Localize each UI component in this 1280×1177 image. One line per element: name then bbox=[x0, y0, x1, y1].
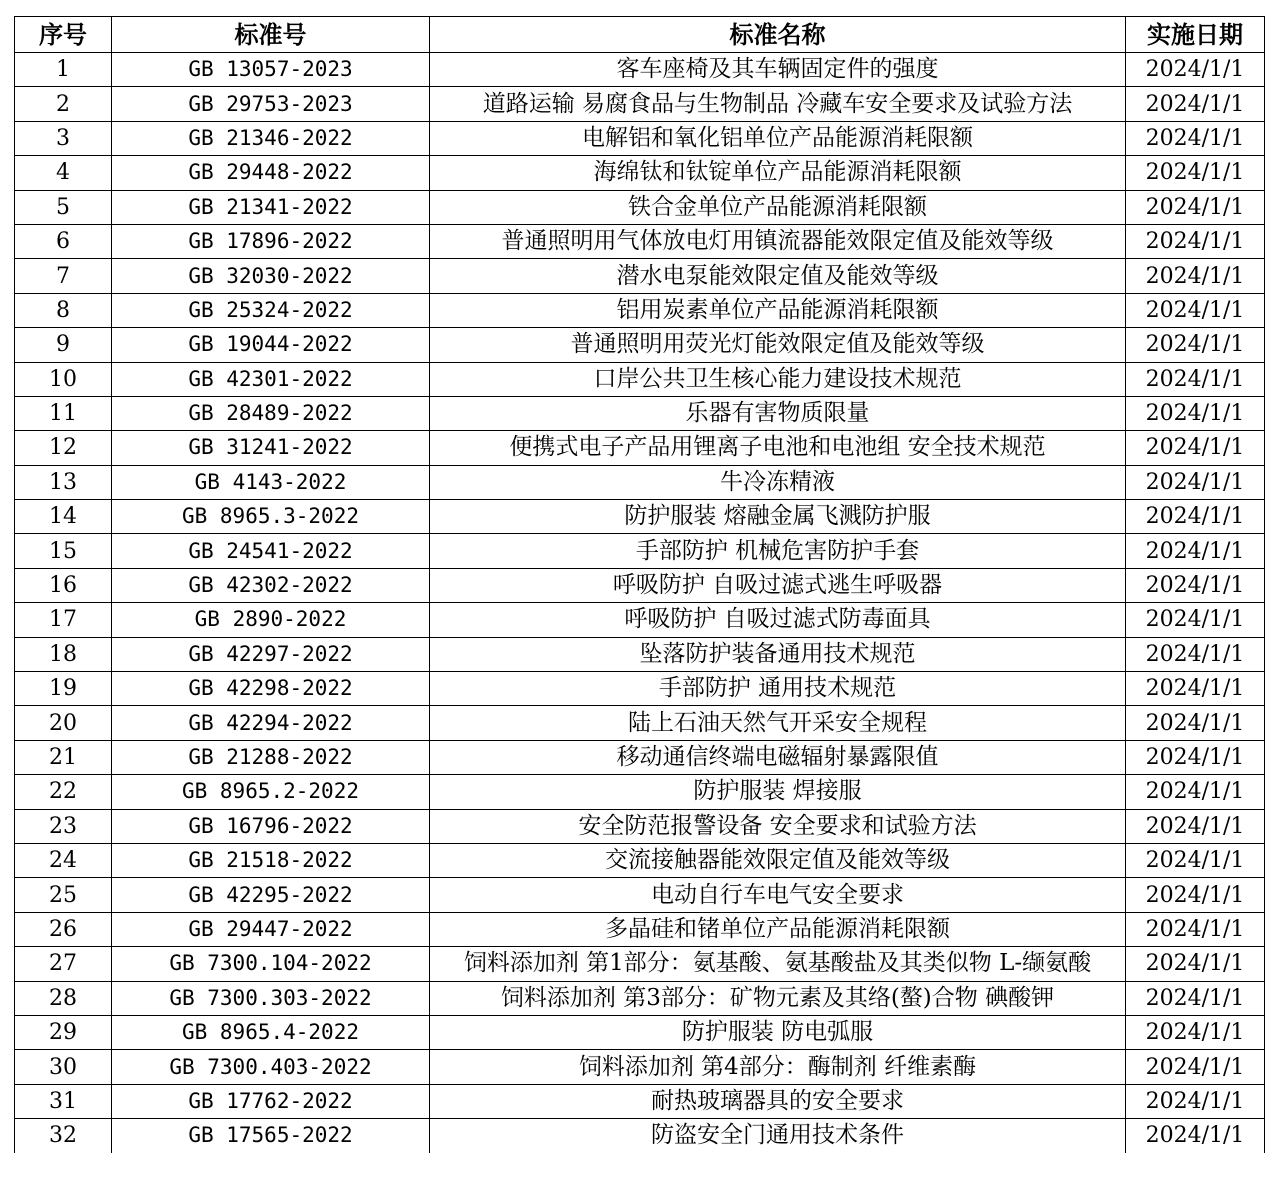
cell-standard-code: GB 42302-2022 bbox=[112, 568, 430, 602]
cell-standard-code: GB 29753-2023 bbox=[112, 87, 430, 121]
table-row bbox=[15, 293, 1265, 327]
cell-standard-code: GB 2890-2022 bbox=[112, 603, 430, 637]
table-row bbox=[15, 1050, 1265, 1084]
table-row bbox=[15, 878, 1265, 912]
cell-standard-name: 道路运输 易腐食品与生物制品 冷藏车安全要求及试验方法 bbox=[430, 87, 1126, 121]
table-row bbox=[15, 1119, 1265, 1153]
cell-effective-date: 2024/1/1 bbox=[1126, 775, 1265, 809]
cell-serial-no: 11 bbox=[15, 396, 112, 430]
cell-effective-date: 2024/1/1 bbox=[1126, 1119, 1265, 1153]
cell-standard-name: 普通照明用气体放电灯用镇流器能效限定值及能效等级 bbox=[430, 224, 1126, 258]
cell-standard-name: 耐热玻璃器具的安全要求 bbox=[430, 1084, 1126, 1118]
cell-standard-code: GB 8965.3-2022 bbox=[112, 500, 430, 534]
cell-serial-no: 29 bbox=[15, 1015, 112, 1049]
cell-serial-no: 2 bbox=[15, 87, 112, 121]
cell-standard-name: 乐器有害物质限量 bbox=[430, 396, 1126, 430]
cell-standard-code: GB 21346-2022 bbox=[112, 121, 430, 155]
cell-effective-date: 2024/1/1 bbox=[1126, 465, 1265, 499]
cell-serial-no: 20 bbox=[15, 706, 112, 740]
cell-standard-code: GB 21518-2022 bbox=[112, 843, 430, 877]
cell-standard-code: GB 17762-2022 bbox=[112, 1084, 430, 1118]
cell-effective-date: 2024/1/1 bbox=[1126, 1015, 1265, 1049]
table-row bbox=[15, 603, 1265, 637]
cell-effective-date: 2024/1/1 bbox=[1126, 1084, 1265, 1118]
cell-standard-name: 手部防护 通用技术规范 bbox=[430, 672, 1126, 706]
table-row bbox=[15, 637, 1265, 671]
table-row bbox=[15, 809, 1265, 843]
cell-serial-no: 4 bbox=[15, 156, 112, 190]
table-row bbox=[15, 465, 1265, 499]
table-row bbox=[15, 672, 1265, 706]
cell-standard-name: 铝用炭素单位产品能源消耗限额 bbox=[430, 293, 1126, 327]
cell-serial-no: 14 bbox=[15, 500, 112, 534]
cell-standard-name: 普通照明用荧光灯能效限定值及能效等级 bbox=[430, 328, 1126, 362]
cell-effective-date: 2024/1/1 bbox=[1126, 362, 1265, 396]
cell-standard-code: GB 8965.2-2022 bbox=[112, 775, 430, 809]
cell-serial-no: 23 bbox=[15, 809, 112, 843]
cell-standard-code: GB 24541-2022 bbox=[112, 534, 430, 568]
cell-effective-date: 2024/1/1 bbox=[1126, 843, 1265, 877]
cell-standard-name: 铁合金单位产品能源消耗限额 bbox=[430, 190, 1126, 224]
cell-effective-date: 2024/1/1 bbox=[1126, 87, 1265, 121]
table-row bbox=[15, 568, 1265, 602]
cell-standard-name: 海绵钛和钛锭单位产品能源消耗限额 bbox=[430, 156, 1126, 190]
cell-serial-no: 8 bbox=[15, 293, 112, 327]
cell-standard-name: 饲料添加剂 第4部分：酶制剂 纤维素酶 bbox=[430, 1050, 1126, 1084]
header-effective-date: 实施日期 bbox=[1126, 17, 1265, 53]
cell-standard-code: GB 42294-2022 bbox=[112, 706, 430, 740]
table-row bbox=[15, 947, 1265, 981]
cell-serial-no: 27 bbox=[15, 947, 112, 981]
table-row bbox=[15, 500, 1265, 534]
cell-effective-date: 2024/1/1 bbox=[1126, 53, 1265, 87]
cell-serial-no: 31 bbox=[15, 1084, 112, 1118]
cell-standard-name: 呼吸防护 自吸过滤式逃生呼吸器 bbox=[430, 568, 1126, 602]
cell-standard-name: 电动自行车电气安全要求 bbox=[430, 878, 1126, 912]
header-row bbox=[15, 17, 1265, 53]
header-standard-name: 标准名称 bbox=[430, 17, 1126, 53]
cell-effective-date: 2024/1/1 bbox=[1126, 534, 1265, 568]
cell-effective-date: 2024/1/1 bbox=[1126, 1050, 1265, 1084]
table-row bbox=[15, 224, 1265, 258]
cell-effective-date: 2024/1/1 bbox=[1126, 706, 1265, 740]
cell-serial-no: 16 bbox=[15, 568, 112, 602]
cell-standard-code: GB 42297-2022 bbox=[112, 637, 430, 671]
table-row bbox=[15, 190, 1265, 224]
cell-standard-code: GB 29447-2022 bbox=[112, 912, 430, 946]
standards-table bbox=[14, 16, 1265, 1153]
cell-standard-code: GB 7300.104-2022 bbox=[112, 947, 430, 981]
cell-standard-name: 交流接触器能效限定值及能效等级 bbox=[430, 843, 1126, 877]
cell-standard-name: 防护服装 熔融金属飞溅防护服 bbox=[430, 500, 1126, 534]
cell-standard-name: 多晶硅和锗单位产品能源消耗限额 bbox=[430, 912, 1126, 946]
cell-standard-name: 潜水电泵能效限定值及能效等级 bbox=[430, 259, 1126, 293]
cell-serial-no: 10 bbox=[15, 362, 112, 396]
cell-standard-code: GB 8965.4-2022 bbox=[112, 1015, 430, 1049]
cell-serial-no: 13 bbox=[15, 465, 112, 499]
cell-standard-name: 呼吸防护 自吸过滤式防毒面具 bbox=[430, 603, 1126, 637]
table-row bbox=[15, 396, 1265, 430]
cell-serial-no: 21 bbox=[15, 740, 112, 774]
cell-serial-no: 15 bbox=[15, 534, 112, 568]
table-row bbox=[15, 362, 1265, 396]
cell-standard-code: GB 21341-2022 bbox=[112, 190, 430, 224]
table-row bbox=[15, 53, 1265, 87]
cell-standard-name: 便携式电子产品用锂离子电池和电池组 安全技术规范 bbox=[430, 431, 1126, 465]
cell-effective-date: 2024/1/1 bbox=[1126, 224, 1265, 258]
cell-effective-date: 2024/1/1 bbox=[1126, 328, 1265, 362]
cell-effective-date: 2024/1/1 bbox=[1126, 156, 1265, 190]
table-row bbox=[15, 156, 1265, 190]
cell-effective-date: 2024/1/1 bbox=[1126, 878, 1265, 912]
cell-standard-code: GB 42295-2022 bbox=[112, 878, 430, 912]
cell-serial-no: 12 bbox=[15, 431, 112, 465]
cell-serial-no: 19 bbox=[15, 672, 112, 706]
cell-standard-code: GB 42298-2022 bbox=[112, 672, 430, 706]
cell-effective-date: 2024/1/1 bbox=[1126, 396, 1265, 430]
cell-standard-code: GB 31241-2022 bbox=[112, 431, 430, 465]
table-row bbox=[15, 775, 1265, 809]
cell-effective-date: 2024/1/1 bbox=[1126, 431, 1265, 465]
cell-effective-date: 2024/1/1 bbox=[1126, 293, 1265, 327]
cell-standard-name: 坠落防护装备通用技术规范 bbox=[430, 637, 1126, 671]
cell-serial-no: 3 bbox=[15, 121, 112, 155]
cell-standard-code: GB 7300.303-2022 bbox=[112, 981, 430, 1015]
table-row bbox=[15, 259, 1265, 293]
cell-effective-date: 2024/1/1 bbox=[1126, 637, 1265, 671]
cell-effective-date: 2024/1/1 bbox=[1126, 947, 1265, 981]
cell-serial-no: 32 bbox=[15, 1119, 112, 1153]
cell-effective-date: 2024/1/1 bbox=[1126, 568, 1265, 602]
cell-serial-no: 24 bbox=[15, 843, 112, 877]
cell-standard-name: 客车座椅及其车辆固定件的强度 bbox=[430, 53, 1126, 87]
cell-standard-name: 防护服装 防电弧服 bbox=[430, 1015, 1126, 1049]
cell-serial-no: 25 bbox=[15, 878, 112, 912]
cell-serial-no: 7 bbox=[15, 259, 112, 293]
table-row bbox=[15, 1015, 1265, 1049]
cell-standard-name: 移动通信终端电磁辐射暴露限值 bbox=[430, 740, 1126, 774]
cell-standard-name: 饲料添加剂 第3部分：矿物元素及其络(螯)合物 碘酸钾 bbox=[430, 981, 1126, 1015]
cell-standard-name: 防护服装 焊接服 bbox=[430, 775, 1126, 809]
cell-standard-code: GB 19044-2022 bbox=[112, 328, 430, 362]
cell-standard-code: GB 21288-2022 bbox=[112, 740, 430, 774]
cell-standard-code: GB 25324-2022 bbox=[112, 293, 430, 327]
cell-standard-code: GB 13057-2023 bbox=[112, 53, 430, 87]
cell-serial-no: 17 bbox=[15, 603, 112, 637]
cell-standard-code: GB 42301-2022 bbox=[112, 362, 430, 396]
table-row bbox=[15, 1084, 1265, 1118]
cell-standard-code: GB 28489-2022 bbox=[112, 396, 430, 430]
cell-effective-date: 2024/1/1 bbox=[1126, 121, 1265, 155]
table-row bbox=[15, 431, 1265, 465]
cell-standard-name: 口岸公共卫生核心能力建设技术规范 bbox=[430, 362, 1126, 396]
header-standard-code: 标准号 bbox=[112, 17, 430, 53]
cell-serial-no: 30 bbox=[15, 1050, 112, 1084]
cell-serial-no: 22 bbox=[15, 775, 112, 809]
cell-effective-date: 2024/1/1 bbox=[1126, 672, 1265, 706]
cell-standard-code: GB 16796-2022 bbox=[112, 809, 430, 843]
table-row bbox=[15, 706, 1265, 740]
cell-effective-date: 2024/1/1 bbox=[1126, 500, 1265, 534]
cell-serial-no: 6 bbox=[15, 224, 112, 258]
cell-serial-no: 26 bbox=[15, 912, 112, 946]
cell-effective-date: 2024/1/1 bbox=[1126, 190, 1265, 224]
cell-effective-date: 2024/1/1 bbox=[1126, 603, 1265, 637]
table-row bbox=[15, 87, 1265, 121]
cell-serial-no: 18 bbox=[15, 637, 112, 671]
cell-standard-name: 饲料添加剂 第1部分：氨基酸、氨基酸盐及其类似物 L-缬氨酸 bbox=[430, 947, 1126, 981]
table-row bbox=[15, 121, 1265, 155]
cell-serial-no: 5 bbox=[15, 190, 112, 224]
cell-effective-date: 2024/1/1 bbox=[1126, 740, 1265, 774]
table-row bbox=[15, 981, 1265, 1015]
cell-standard-name: 陆上石油天然气开采安全规程 bbox=[430, 706, 1126, 740]
table-row bbox=[15, 534, 1265, 568]
cell-effective-date: 2024/1/1 bbox=[1126, 809, 1265, 843]
cell-standard-name: 电解铝和氧化铝单位产品能源消耗限额 bbox=[430, 121, 1126, 155]
cell-effective-date: 2024/1/1 bbox=[1126, 981, 1265, 1015]
cell-standard-code: GB 32030-2022 bbox=[112, 259, 430, 293]
table-row bbox=[15, 843, 1265, 877]
cell-standard-code: GB 29448-2022 bbox=[112, 156, 430, 190]
cell-standard-name: 防盗安全门通用技术条件 bbox=[430, 1119, 1126, 1153]
cell-standard-name: 安全防范报警设备 安全要求和试验方法 bbox=[430, 809, 1126, 843]
cell-standard-code: GB 4143-2022 bbox=[112, 465, 430, 499]
table-body bbox=[15, 53, 1265, 1153]
table-row bbox=[15, 328, 1265, 362]
cell-standard-code: GB 17565-2022 bbox=[112, 1119, 430, 1153]
cell-effective-date: 2024/1/1 bbox=[1126, 259, 1265, 293]
cell-effective-date: 2024/1/1 bbox=[1126, 912, 1265, 946]
cell-standard-code: GB 7300.403-2022 bbox=[112, 1050, 430, 1084]
cell-standard-name: 牛冷冻精液 bbox=[430, 465, 1126, 499]
cell-serial-no: 9 bbox=[15, 328, 112, 362]
table-row bbox=[15, 740, 1265, 774]
cell-serial-no: 1 bbox=[15, 53, 112, 87]
cell-standard-code: GB 17896-2022 bbox=[112, 224, 430, 258]
header-serial-no: 序号 bbox=[15, 17, 112, 53]
cell-standard-name: 手部防护 机械危害防护手套 bbox=[430, 534, 1126, 568]
table-row bbox=[15, 912, 1265, 946]
cell-serial-no: 28 bbox=[15, 981, 112, 1015]
